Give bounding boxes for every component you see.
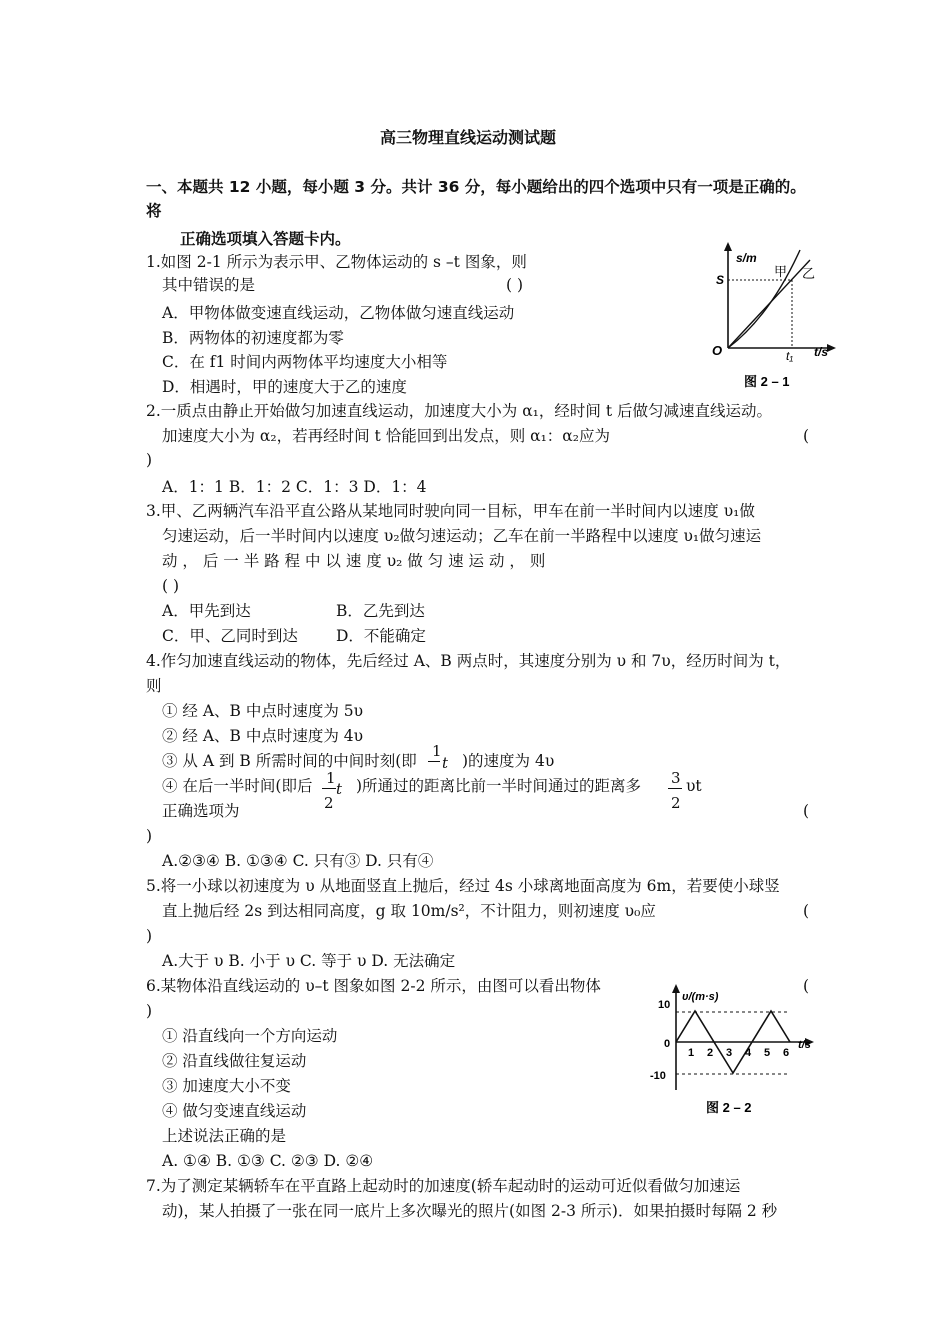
- q4-stem-cont: 则: [146, 677, 162, 695]
- q6-question: 上述说法正确的是: [162, 1127, 287, 1145]
- q4-frac4-bar: [322, 788, 336, 789]
- fig1-s-label: S: [716, 273, 725, 287]
- fig2-y-arrow: [672, 984, 680, 993]
- fig2-tick-2: 2: [707, 1047, 714, 1059]
- q6-options: A. ①④ B. ①③ C. ②③ D. ②④: [162, 1152, 374, 1170]
- q2-paren-open: (: [803, 427, 810, 445]
- q4-statement-2: ② 经 A、B 中点时速度为 4υ: [162, 727, 364, 745]
- fig2-tick-3: 3: [726, 1047, 733, 1059]
- section-header-cont: 将: [146, 202, 162, 220]
- fig2-tick-6: 6: [783, 1047, 790, 1059]
- q3-option-c: C．甲、乙同时到达: [162, 627, 298, 645]
- q4-frac3-t: t: [442, 754, 449, 772]
- q2-paren-close: ): [146, 451, 153, 469]
- q6-statement-3: ③ 加速度大小不变: [162, 1077, 291, 1095]
- q4-paren-close: ): [146, 827, 153, 845]
- q1-option-a: A．甲物体做变速直线运动，乙物体做匀速直线运动: [162, 304, 515, 322]
- q4-statement-4: ④ 在后一半时间(即后: [162, 777, 313, 795]
- q4-paren-open: (: [803, 802, 810, 820]
- figure-2-2: [650, 978, 820, 1122]
- q1-stem: 1.如图 2-1 所示为表示甲、乙物体运动的 s –t 图象，则: [146, 253, 527, 271]
- q3-stem-cont2: 动 ， 后 一 半 路 程 中 以 速 度 υ₂ 做 匀 速 运 动 ， 则: [162, 552, 546, 570]
- figure-2-1: [700, 236, 840, 396]
- q1-stem-cont: 其中错误的是: [162, 276, 256, 294]
- q5-paren-open: (: [803, 902, 810, 920]
- q3-option-a: A．甲先到达: [162, 602, 251, 620]
- fig2-tick-5: 5: [764, 1047, 771, 1059]
- section-header: 一、本题共 12 小题，每小题 3 分。共计 36 分，每小题给出的四个选项中只有一项是正确的。: [146, 178, 806, 196]
- fig1-x-arrow: [827, 344, 836, 352]
- page-title: 高三物理直线运动测试题: [380, 128, 557, 147]
- fig2-ylabel: υ/(m·s): [682, 991, 719, 1003]
- q2-options: A．1：1 B．1：2 C．1：3 D．1：4: [162, 478, 427, 496]
- q4-frac3-bar: [428, 761, 440, 762]
- q3-answer-paren: ( ): [162, 577, 180, 595]
- q6-statement-1: ① 沿直线向一个方向运动: [162, 1027, 338, 1045]
- q6-paren-open: (: [803, 977, 810, 995]
- q1-answer-paren: ( ): [506, 276, 524, 294]
- q1-option-b: B．两物体的初速度都为零: [162, 329, 344, 347]
- q6-paren-close: ): [146, 1002, 153, 1020]
- fig1-xlabel: t/s: [814, 345, 829, 359]
- fig1-jia-label: 甲: [774, 264, 788, 279]
- q4-options: A.②③④ B. ①③④ C. 只有③ D. 只有④: [162, 852, 434, 870]
- q4-answer-line: 正确选项为: [162, 802, 240, 820]
- q4-frac32-num: 3: [671, 769, 681, 787]
- q4-frac4-num: 1: [326, 769, 336, 787]
- q2-stem-cont: 加速度大小为 α₂，若再经时间 t 恰能回到出发点，则 α₁：α₂应为: [162, 427, 610, 445]
- q1-option-d: D．相遇时，甲的速度大于乙的速度: [162, 378, 407, 396]
- q5-options: A.大于 υ B. 小于 υ C. 等于 υ D. 无法确定: [162, 952, 456, 970]
- q2-stem: 2.一质点由静止开始做匀加速直线运动，加速度大小为 α₁，经时间 t 后做匀减速直线运动。: [146, 402, 772, 420]
- fig2-tick-1: 1: [688, 1047, 695, 1059]
- q5-paren-close: ): [146, 927, 153, 945]
- fig2-y-top: 10: [658, 999, 671, 1011]
- q6-stem: 6.某物体沿直线运动的 υ–t 图象如图 2-2 所示，由图可以看出物体: [146, 977, 601, 995]
- q4-frac4-den: 2: [324, 794, 334, 812]
- q4-statement-4-end: υt: [686, 777, 702, 795]
- q6-statement-4: ④ 做匀变速直线运动: [162, 1102, 307, 1120]
- fig1-t1-label: t₁: [786, 349, 794, 363]
- q1-option-c: C．在 f1 时间内两物体平均速度大小相等: [162, 353, 448, 371]
- q7-stem-cont: 动)，某人拍摄了一张在同一底片上多次曝光的照片(如图 2-3 所示)．如果拍摄时每隔 2 秒: [162, 1202, 778, 1220]
- q4-frac32-den: 2: [671, 794, 681, 812]
- q4-stem: 4.作匀加速直线运动的物体，先后经过 A、B 两点时，其速度分别为 υ 和 7υ，经历时间为 t，: [146, 652, 791, 670]
- fig1-caption: 图 2 – 1: [744, 374, 790, 389]
- q4-statement-1: ① 经 A、B 中点时速度为 5υ: [162, 702, 364, 720]
- section-instruction: 正确选项填入答题卡内。: [180, 230, 351, 248]
- fig1-yi-label: 乙: [802, 266, 816, 281]
- q4-frac4-t: t: [336, 780, 343, 798]
- fig2-xlabel: t/s: [798, 1039, 811, 1051]
- q3-option-d: D．不能确定: [336, 627, 426, 645]
- q5-stem: 5.将一小球以初速度为 υ 从地面竖直上抛后，经过 4s 小球离地面高度为 6m，若要使小球竖: [146, 877, 780, 895]
- q4-frac3-num: 1: [432, 742, 442, 760]
- fig1-y-arrow: [724, 242, 732, 251]
- fig1-origin: O: [712, 343, 723, 358]
- q4-statement-4-mid: )所通过的距离比前一半时间通过的距离多: [356, 777, 642, 795]
- fig2-caption: 图 2 – 2: [706, 1100, 752, 1115]
- fig2-y-zero: 0: [664, 1038, 671, 1050]
- q7-stem: 7.为了测定某辆轿车在平直路上起动时的加速度(轿车起动时的运动可近似看做匀加速运: [146, 1177, 741, 1195]
- q3-option-b: B．乙先到达: [336, 602, 425, 620]
- q3-stem: 3.甲、乙两辆汽车沿平直公路从某地同时驶向同一目标，甲车在前一半时间内以速度 υ₁做: [146, 502, 755, 520]
- q4-statement-3-end: )的速度为 4υ: [462, 752, 555, 770]
- q4-frac32-bar: [668, 788, 682, 789]
- q3-stem-cont: 匀速运动，后一半时间内以速度 υ₂做匀速运动；乙车在前一半路程中以速度 υ₁做匀速运: [162, 527, 762, 545]
- fig1-ylabel: s/m: [736, 251, 757, 265]
- fig2-tick-4: 4: [745, 1047, 752, 1059]
- q4-statement-3: ③ 从 A 到 B 所需时间的中间时刻(即: [162, 752, 417, 770]
- q5-stem-cont: 直上抛后经 2s 到达相同高度，g 取 10m/s²，不计阻力，则初速度 υ₀应: [162, 902, 656, 920]
- q6-statement-2: ② 沿直线做往复运动: [162, 1052, 307, 1070]
- fig2-y-bottom: -10: [650, 1070, 666, 1082]
